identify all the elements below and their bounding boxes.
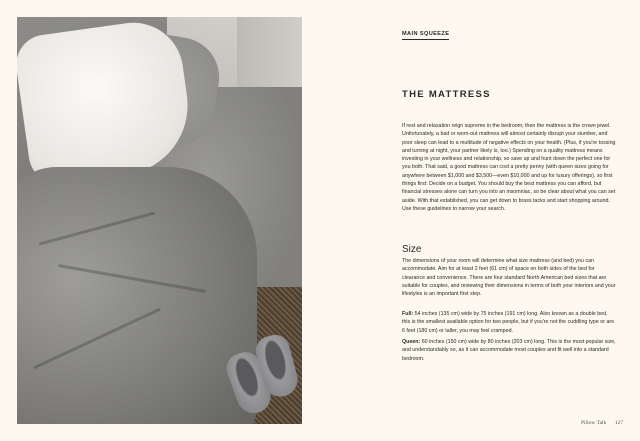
- item-label: Queen:: [402, 339, 421, 345]
- size-item-queen: [402, 338, 616, 363]
- size-item-full: [402, 310, 616, 335]
- photo-duvet: [17, 167, 257, 424]
- page-title: THE MATTRESS: [402, 89, 491, 100]
- item-text: 60 inches (150 cm) wide by 80 inches (203 cm) long. This is the most popular size, and understandably so, as it can accommodate most couples and fit well into a standard bedroom.: [402, 339, 616, 362]
- intro-paragraph: If rest and relaxation reign supreme in the bedroom, then the mattress is the crown jewel. Unfortunately, a bad or worn-out mattress will almost certainly disrupt your slumber, and poor sleep can lead to a multitude of negative effects on your health. (Plus, if you're tossing and turning at night, your partner likely is, too.) Spending on a quality mattress means investing in your wellness and relationship, so save up and hunt down the perfect one for you both. That said, a good mattress can cost a pretty penny (with queen sizes going for anywhere between $1,000 and $3,500—even $10,000 and up for luxury offerings), so first things first: Decide on a budget. You should buy the best mattress you can afford, but financial stresses alone can turn you into an insomniac, so be clear about what you can set aside. With that established, you can get down to brass tacks and start shopping around. Use these guidelines to narrow your search.: [402, 123, 616, 212]
- size-paragraph: The dimensions of your room will determine what size mattress (and bed) you can accommodate. Aim for at least 2 feet (61 cm) of space on both sides of the bed for clearance and convenience. There are four standard North American bed sizes that are suitable for couples, and reviewing their dimensions in terms of both your interiors and your lifestyles is an important first step.: [402, 258, 616, 298]
- item-label: Full:: [402, 311, 414, 317]
- footer-section: Pillow Talk: [581, 420, 607, 426]
- section-kicker: MAIN SQUEEZE: [402, 31, 449, 40]
- size-heading: Size: [402, 244, 422, 255]
- item-text: 54 inches (135 cm) wide by 75 inches (191 cm) long. Also known as a double bed, this is the smallest available option for two people, but if you're not the cuddling type or are 6 feet (180 cm) or taller, you may feel cramped.: [402, 311, 615, 334]
- bedroom-photo: [17, 17, 302, 424]
- page-number: 127: [615, 420, 624, 426]
